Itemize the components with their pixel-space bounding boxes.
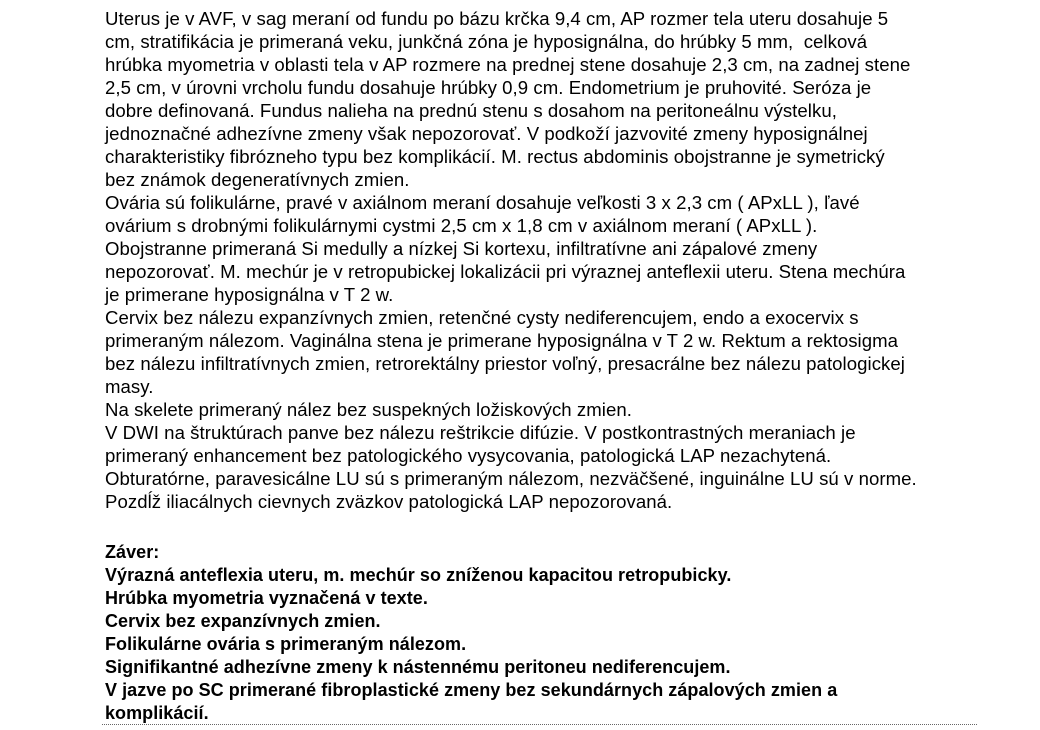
report-line: hrúbka myometria v oblasti tela v AP rozmere na prednej stene dosahuje 2,3 cm, na zadnej stene	[105, 54, 911, 75]
report-line: charakteristiky fibrózneho typu bez komplikácií. M. rectus abdominis obojstranne je symetrický	[105, 146, 885, 167]
report-line: Na skelete primeraný nález bez suspekných ložiskových zmien.	[105, 399, 632, 420]
report-line: Ovária sú folikulárne, pravé v axiálnom meraní dosahuje veľkosti 3 x 2,3 cm ( APxLL ), ľavé	[105, 192, 860, 213]
conclusion-line: Cervix bez expanzívnych zmien.	[105, 611, 381, 631]
report-line: cm, stratifikácia je primeraná veku, junkčná zóna je hyposignálna, do hrúbky 5 mm, celková	[105, 31, 868, 52]
report-line: ovárium s drobnými folikulárnymi cystmi 2,5 cm x 1,8 cm v axiálnom meraní ( APxLL ).	[105, 215, 818, 236]
report-line: Cervix bez nálezu expanzívnych zmien, retenčné cysty nediferencujem, endo a exocervix s	[105, 307, 859, 328]
report-line: 2,5 cm, v úrovni vrcholu fundu dosahuje hrúbky 0,9 cm. Endometrium je pruhovité. Seróza je	[105, 77, 872, 98]
report-line: masy.	[105, 376, 154, 397]
report-line: Uterus je v AVF, v sag meraní od fundu po bázu krčka 9,4 cm, AP rozmer tela uteru dosahuje 5	[105, 8, 889, 29]
conclusion-section	[105, 541, 985, 725]
report-line: je primerane hyposignálna v T 2 w.	[105, 284, 394, 305]
conclusion-line: Hrúbka myometria vyznačená v texte.	[105, 588, 428, 608]
conclusion-line: Výrazná anteflexia uteru, m. mechúr so zníženou kapacitou retropubicky.	[105, 565, 732, 585]
report-line: bez známok degeneratívnych zmien.	[105, 169, 410, 190]
report-line: primeraný enhancement bez patologického vysycovania, patologická LAP nezachytená.	[105, 445, 832, 466]
report-line: primeraným nálezom. Vaginálna stena je primerane hyposignálna v T 2 w. Rektum a rektosigma	[105, 330, 899, 351]
report-line: jednoznačné adhezívne zmeny však nepozorovať. V podkoží jazvovité zmeny hyposignálnej	[105, 123, 868, 144]
report-line: dobre definovaná. Fundus nalieha na prednú stenu s dosahom na peritoneálnu výstelku,	[105, 100, 837, 121]
report-line: Pozdĺž iliacálnych cievnych zväzkov patologická LAP nepozorovaná.	[105, 491, 673, 512]
conclusion-line: komplikácií.	[105, 703, 209, 723]
dotted-separator	[102, 724, 977, 725]
report-findings	[105, 7, 985, 513]
report-line: Obturatórne, paravesicálne LU sú s primeraným nálezom, nezväčšené, inguinálne LU sú v norme.	[105, 468, 917, 489]
report-line: bez nálezu infiltratívnych zmien, retrorektálny priestor voľný, presacrálne bez nálezu patologickej	[105, 353, 905, 374]
report-line: nepozorovať. M. mechúr je v retropubickej lokalizácii pri výraznej anteflexii uteru. Stena mechúra	[105, 261, 906, 282]
conclusion-line: V jazve po SC primerané fibroplastické zmeny bez sekundárnych zápalových zmien a	[105, 680, 838, 700]
conclusion-heading: Záver:	[105, 542, 160, 562]
report-line: Obojstranne primeraná Si medully a nízkej Si kortexu, infiltratívne ani zápalové zmeny	[105, 238, 818, 259]
conclusion-line: Signifikantné adhezívne zmeny k nástennému peritoneu nediferencujem.	[105, 657, 731, 677]
report-line: V DWI na štruktúrach panve bez nálezu reštrikcie difúzie. V postkontrastných meraniach je	[105, 422, 856, 443]
conclusion-line: Folikulárne ovária s primeraným nálezom.	[105, 634, 467, 654]
